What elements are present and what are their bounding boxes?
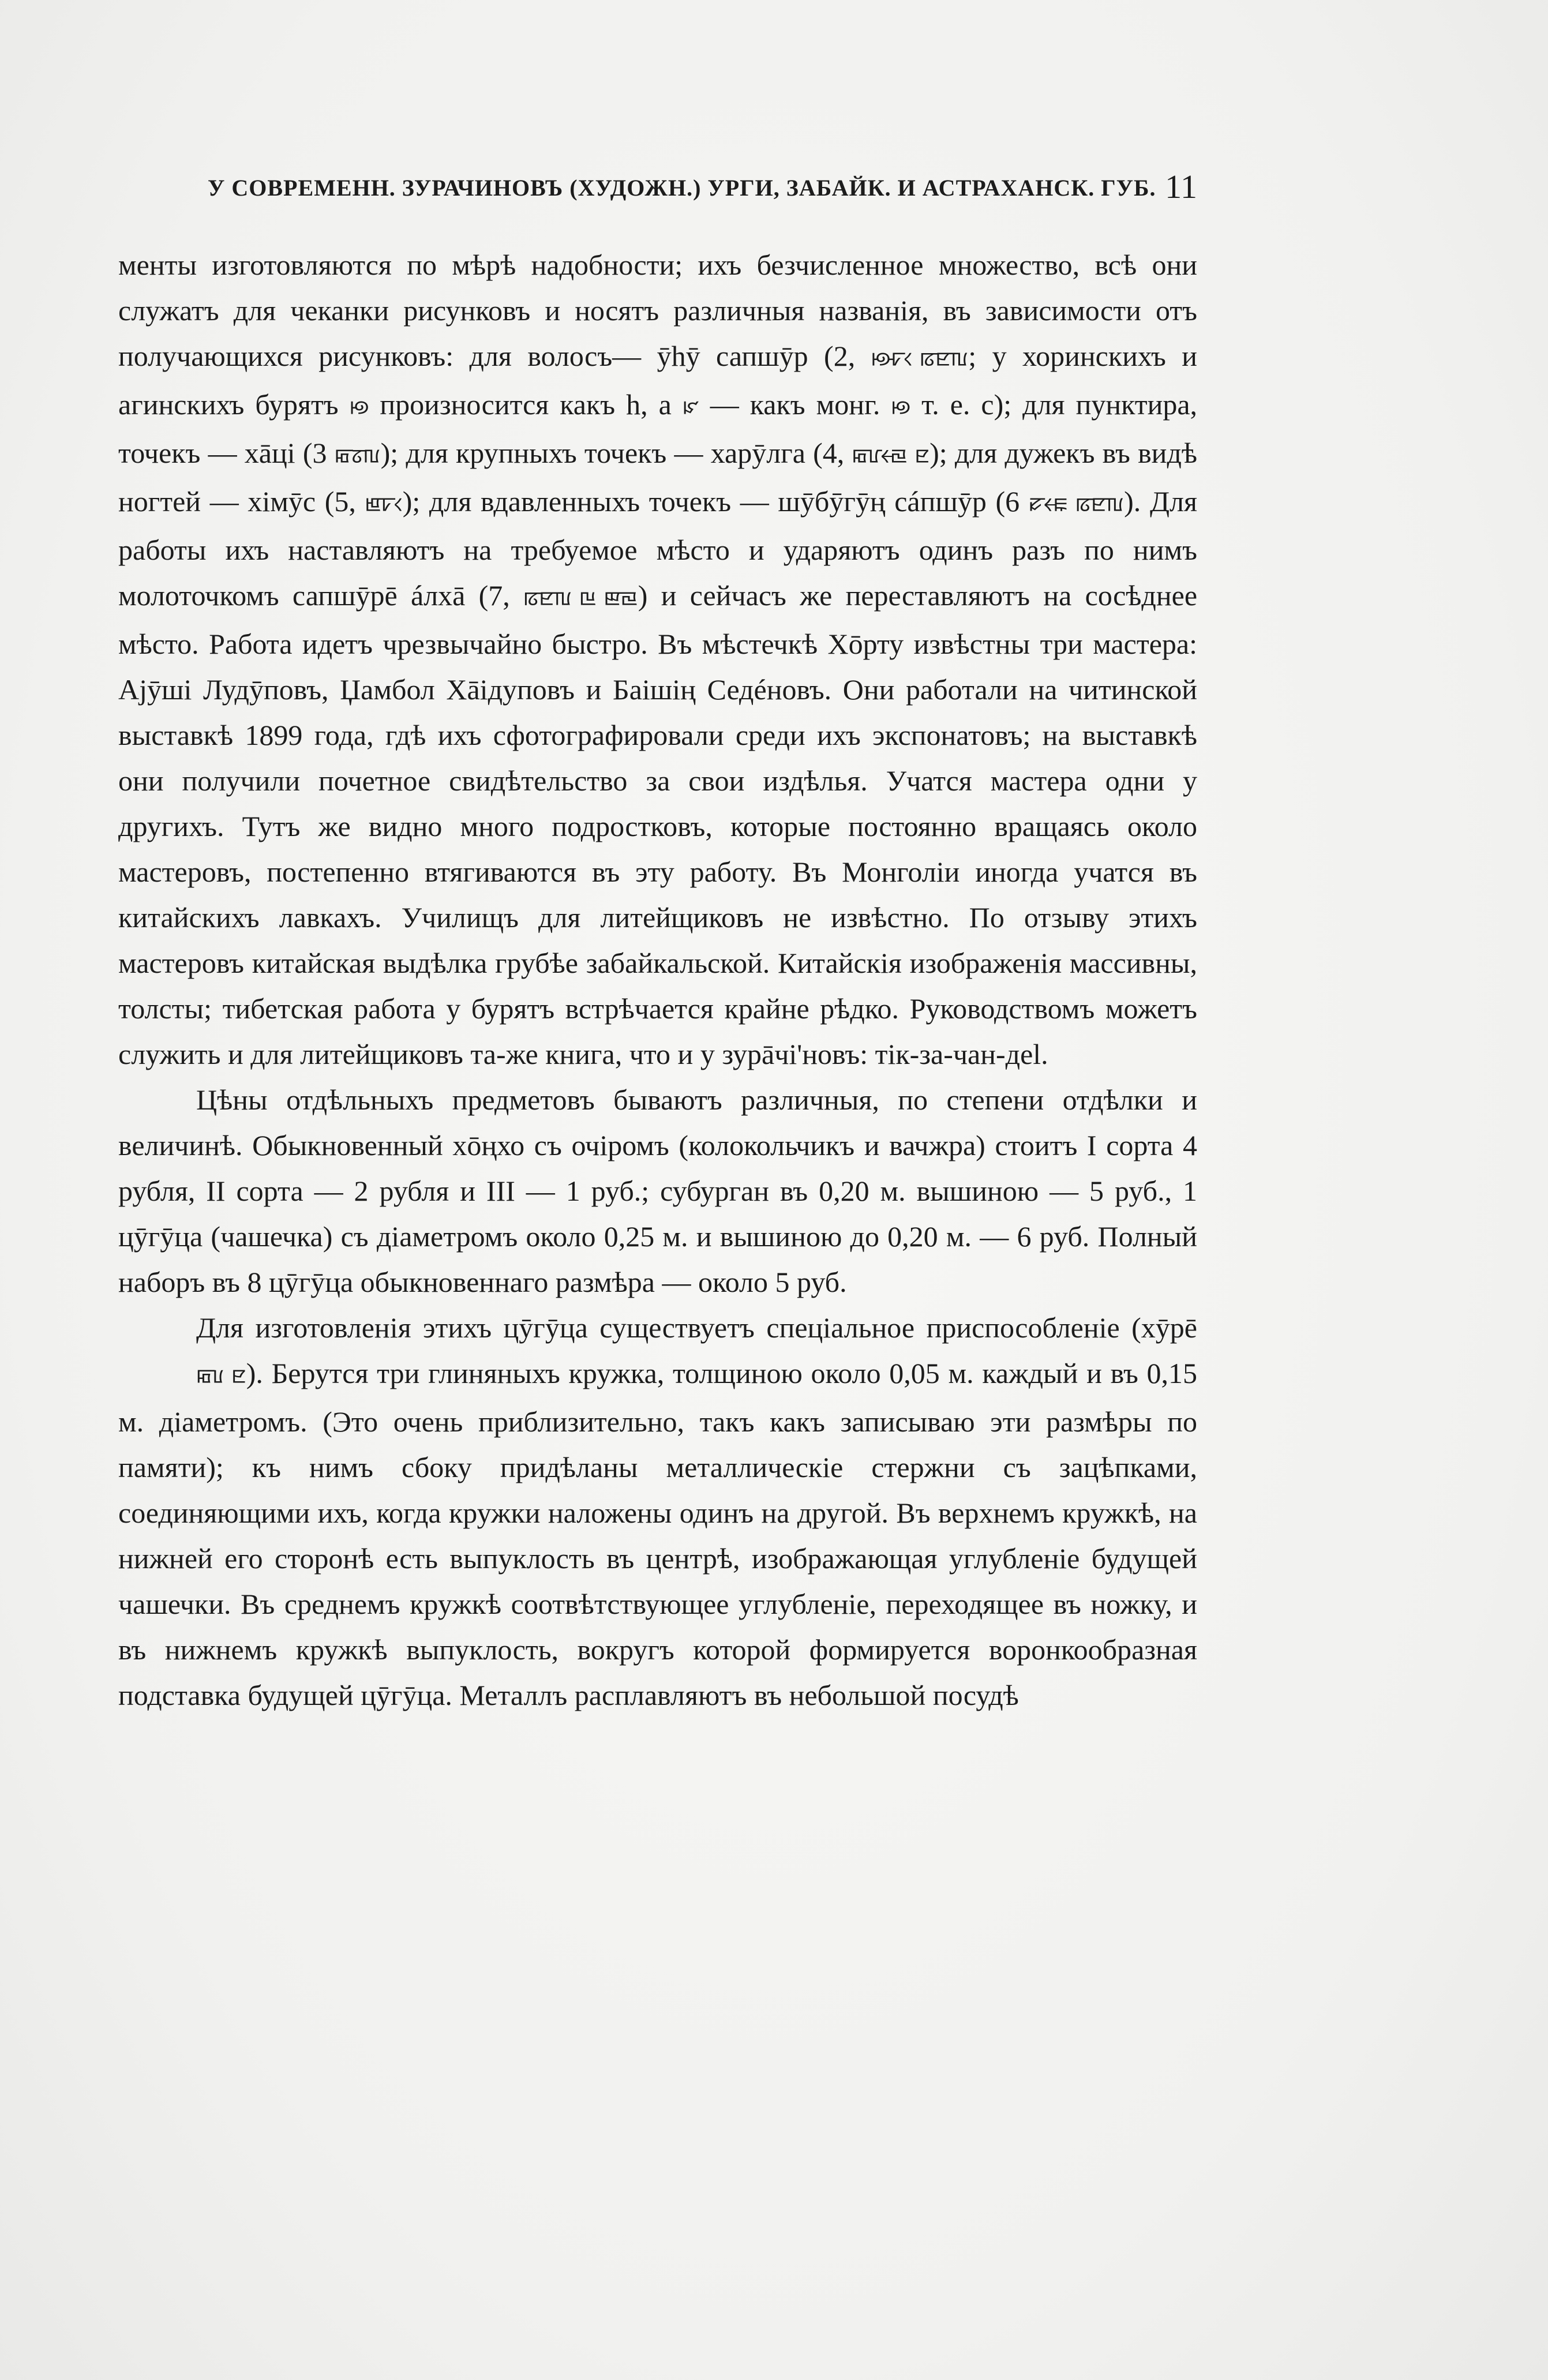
mongolian-script-word: ꡟꡠꡡ ꡞꡢꡃ <box>871 348 969 369</box>
page-number: 11 <box>1165 168 1197 205</box>
mongolian-script-word: ꡂꡦ ꡢ <box>196 1366 246 1386</box>
text-run: Для изготовленія этихъ цӯгӯца существуетъ спеціальное приспособленіе (хӯрē <box>196 1311 1197 1344</box>
text-run: произносится какъ h, а <box>380 388 672 421</box>
mongolian-script-word: ꡛꡡꡀ ꡞꡢꡃ <box>1028 494 1125 515</box>
text-run: ). Для работы ихъ наставляютъ на требуемое мѣсто и ударяютъ одинъ разъ по нимъ молоточкомъ сапшӯрē áлхā (7, <box>118 485 1197 612</box>
text-run: — какъ монг. <box>710 388 880 421</box>
text-run: Цѣны отдѣльныхъ предметовъ бываютъ различныя, по степени отдѣлки и величинѣ. Обыкновенный хōңхо съ очiромъ (колокольчикъ и вачжра) стоитъ I сорта 4 рубля, II сорта — 2 рубля и III — 1 руб.; субурган въ 0,20 м. вышиною — 5 руб., 1 цӯгӯца (чашечка) съ діаметромъ около 0,25 м. и вышиною до 0,20 м. — 6 руб. Полный наборъ въ 8 цӯгӯца обыкновеннаго размѣра — около 5 руб. <box>118 1084 1197 1299</box>
mongolian-script-letter: ꡜ <box>682 397 699 418</box>
running-title: У СОВРЕМЕНН. ЗУРАЧИНОВЪ (ХУДОЖН.) УРГИ, ЗАБАЙК. И АСТРАХАНСК. ГУБ. <box>208 175 1156 201</box>
mongolian-script-word: ꡂꡞꡃ <box>334 445 381 466</box>
text-run: менты изготовляются по мѣрѣ надобности; ихъ безчисленное множество, всѣ они служатъ для чеканки рисунковъ и носятъ различныя названія, въ зависимости отъ получающихся рисунковъ: для волосъ— ӯhӯ сапшӯр (2, <box>118 249 1197 372</box>
page-header <box>118 167 1197 208</box>
paragraph-prices <box>118 1077 1197 1305</box>
text-run: т. е. с); для пунктира, точекъ — хāцi (3 <box>118 388 1198 470</box>
text-run: ) и сейчасъ же переставляютъ на сосѣднее мѣсто. Работа идетъ чрезвычайно быстро. Въ мѣстечкѣ Хōрту извѣстны три мастера: Аjӯшi Лудӯповъ, Џамбол Хāiдуповъ и Баiшiң Седéновъ. Они работали на читинской выставкѣ 1899 года, гдѣ ихъ сфотографировали среди ихъ экспонатовъ; на выставкѣ они получили почетное свидѣтельство за свои издѣлья. Учатся мастера одни у другихъ. Тутъ же видно много подростковъ, которые постоянно вращаясь около мастеровъ, постепенно втягиваются въ эту работу. Въ Монголіи иногда учатся въ китайскихъ лавкахъ. Училищъ для литейщиковъ не извѣстно. По отзыву этихъ мастеровъ китайская выдѣлка грубѣе забайкальской. Китайскія изображенія массивны, толсты; тибетская работа у бурятъ встрѣчается крайне рѣдко. Руководствомъ можетъ служить и для литейщиковъ та-же книга, что и у зурāчi'новъ: тiк-за-чан-деl. <box>118 579 1198 1071</box>
mongolian-script-letter: ꡟ <box>349 397 369 418</box>
text-run: ); для дужекъ въ видѣ ногтей — хiмӯс (5, <box>118 437 1198 518</box>
mongolian-script-word: ꡞꡢꡃ ꡖ ꡣꡙ <box>523 589 638 609</box>
text-run: ). Берутся три глиняныхъ кружка, толщиною около 0,05 м. каждый и въ 0,15 м. діаметромъ. (Это очень приблизительно, такъ какъ записываю эти размѣры по памяти); къ нимъ сбоку придѣланы металлическіе стержни съ зацѣпками, соединяющими ихъ, когда кружки наложены одинъ на другой. Въ верхнемъ кружкѣ, на нижней его сторонѣ есть выпуклость въ центрѣ, изображающая углубленіе будущей чашечки. Въ среднемъ кружкѣ соотвѣтствующее углубленіе, переходящее въ ножку, и въ нижнемъ кружкѣ выпуклость, вокругъ которой формируется воронкообразная подставка будущей цӯгӯца. Металлъ расплавляютъ въ небольшой посудѣ <box>118 1357 1197 1712</box>
mongolian-script-letter: ꡟ <box>891 397 911 418</box>
mongolian-script-word: ꡁꡠꡡ <box>365 494 403 515</box>
text-run: ; у хоринскихъ и агинскихъ бурятъ <box>118 340 1198 421</box>
text-run: ); для вдавленныхъ точекъ — шӯбӯгӯң сáпшӯр (6 <box>402 485 1020 518</box>
mongolian-script-word: ꡂꡦꡡꡙ ꡢ <box>852 445 930 466</box>
paragraph-casting-device <box>118 1305 1197 1718</box>
body-text <box>118 242 1197 1718</box>
paragraph-tools <box>118 242 1197 1077</box>
text-run: ); для крупныхъ точекъ — харӯлга (4, <box>380 437 845 470</box>
